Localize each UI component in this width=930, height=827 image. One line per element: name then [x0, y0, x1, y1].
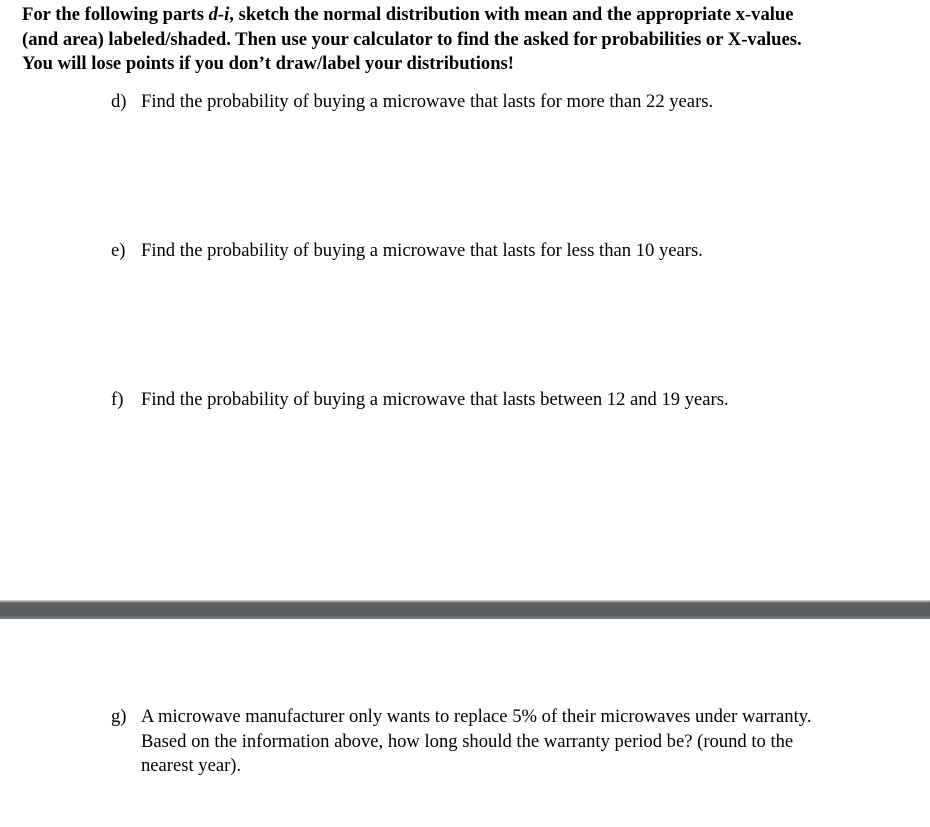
instructions-text-rest: , sketch the normal distribution with mean and the appropriate x-value: [229, 4, 794, 25]
page-break-divider: [0, 600, 930, 619]
question-line: nearest year).: [141, 755, 242, 776]
instructions-line-2: (and area) labeled/shaded. Then use your calculator to find the asked for probabilities or X-values.: [22, 28, 802, 50]
question-marker: d): [111, 91, 127, 112]
question-text: [141, 705, 891, 779]
question-text: [141, 388, 891, 413]
instructions-line-3: You will lose points if you don’t draw/label your distributions!: [22, 53, 514, 74]
question-text: [141, 90, 891, 115]
question-marker: g): [111, 706, 127, 727]
instructions-parts-range: d-i: [208, 4, 230, 25]
question-marker: e): [111, 240, 126, 261]
question-line: Find the probability of buying a microwave that lasts for less than 10 years.: [141, 240, 703, 261]
question-text: [141, 239, 891, 264]
question-line: A microwave manufacturer only wants to replace 5% of their microwaves under warranty.: [141, 706, 812, 727]
question-line: Based on the information above, how long should the warranty period be? (round to the: [141, 730, 794, 752]
instructions-paragraph: [22, 3, 922, 77]
instructions-line-1: [22, 3, 922, 28]
question-line: Find the probability of buying a microwave that lasts for more than 22 years.: [141, 91, 714, 112]
question-line: Find the probability of buying a microwave that lasts between 12 and 19 years.: [141, 389, 729, 410]
instructions-text-start: For the following parts: [22, 4, 209, 25]
question-marker: f): [111, 389, 124, 410]
